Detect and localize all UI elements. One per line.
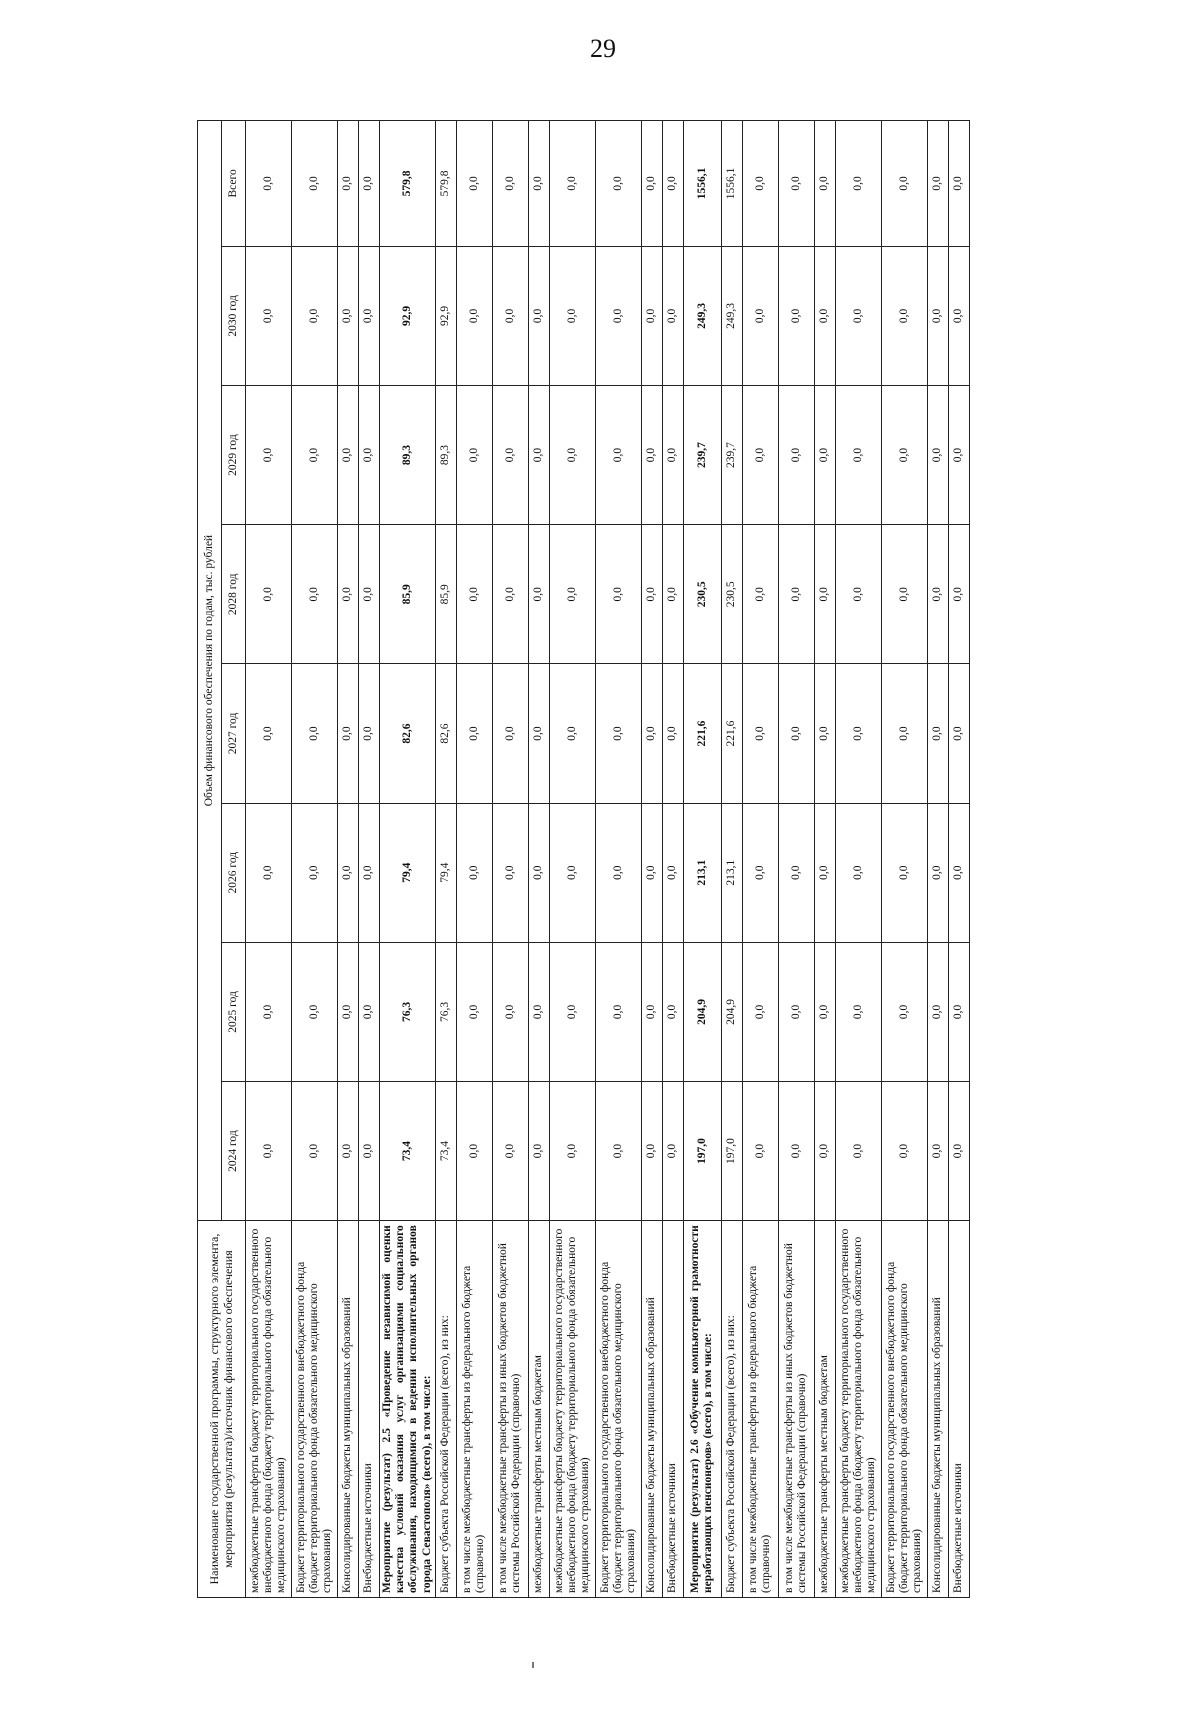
scan-mark bbox=[532, 1662, 534, 1668]
row-year-value: 0,0 bbox=[814, 803, 835, 942]
row-total-value: 579,8 bbox=[435, 121, 456, 247]
row-source-name: в том числе межбюджетные трансферты из федерального бюджета (справочно) bbox=[456, 1221, 492, 1598]
table-body bbox=[246, 121, 970, 1598]
row-year-value: 0,0 bbox=[492, 246, 528, 385]
row-year-value: 239,7 bbox=[683, 385, 721, 524]
table-row bbox=[742, 121, 778, 1598]
row-year-value: 0,0 bbox=[778, 1082, 814, 1221]
row-year-value: 230,5 bbox=[683, 525, 721, 664]
row-year-value: 0,0 bbox=[549, 385, 595, 524]
row-year-value: 197,0 bbox=[683, 1082, 721, 1221]
row-year-value: 82,6 bbox=[435, 664, 456, 803]
row-year-value: 0,0 bbox=[948, 385, 969, 524]
row-year-value: 82,6 bbox=[380, 664, 436, 803]
table-row bbox=[683, 121, 721, 1598]
row-year-value: 0,0 bbox=[814, 246, 835, 385]
row-year-value: 92,9 bbox=[435, 246, 456, 385]
row-source-name: межбюджетные трансферты местным бюджетам bbox=[528, 1221, 549, 1598]
row-year-value: 0,0 bbox=[881, 942, 927, 1081]
row-year-value: 0,0 bbox=[881, 246, 927, 385]
row-year-value: 0,0 bbox=[814, 1082, 835, 1221]
row-year-value: 0,0 bbox=[338, 525, 359, 664]
row-year-value: 0,0 bbox=[814, 525, 835, 664]
row-year-value: 0,0 bbox=[528, 942, 549, 1081]
row-year-value: 204,9 bbox=[683, 942, 721, 1081]
row-year-value: 0,0 bbox=[641, 246, 662, 385]
row-year-value: 0,0 bbox=[662, 1082, 683, 1221]
row-year-value: 0,0 bbox=[359, 246, 380, 385]
row-year-value: 0,0 bbox=[246, 803, 292, 942]
row-year-value: 0,0 bbox=[948, 525, 969, 664]
row-year-value: 204,9 bbox=[721, 942, 742, 1081]
row-year-value: 0,0 bbox=[528, 246, 549, 385]
table-row bbox=[435, 121, 456, 1598]
row-year-value: 0,0 bbox=[742, 664, 778, 803]
row-year-value: 0,0 bbox=[641, 664, 662, 803]
row-year-value: 0,0 bbox=[456, 246, 492, 385]
header-year-2024: 2024 год bbox=[222, 1082, 246, 1221]
row-year-value: 0,0 bbox=[927, 1082, 948, 1221]
row-year-value: 0,0 bbox=[292, 664, 338, 803]
row-year-value: 0,0 bbox=[778, 942, 814, 1081]
row-year-value: 0,0 bbox=[742, 803, 778, 942]
header-year-2025: 2025 год bbox=[222, 942, 246, 1081]
row-source-name: в том числе межбюджетные трансферты из иных бюджетов бюджетной системы Российской Федерации (справочно) bbox=[492, 1221, 528, 1598]
row-year-value: 0,0 bbox=[595, 525, 641, 664]
row-year-value: 0,0 bbox=[359, 525, 380, 664]
row-year-value: 0,0 bbox=[528, 803, 549, 942]
row-year-value: 0,0 bbox=[742, 246, 778, 385]
row-total-value: 0,0 bbox=[456, 121, 492, 247]
row-total-value: 579,8 bbox=[380, 121, 436, 247]
row-year-value: 0,0 bbox=[292, 385, 338, 524]
row-total-value: 0,0 bbox=[881, 121, 927, 247]
row-source-name: межбюджетные трансферты бюджету территориального государственного внебюджетного фонда (бюджету территориального фонда обязательного медицинского страхования) bbox=[246, 1221, 292, 1598]
rotated-table-container bbox=[197, 120, 965, 1598]
row-source-name: Бюджет территориального государственного внебюджетного фонда (бюджет территориального фонда обязательного медицинского страхования) bbox=[881, 1221, 927, 1598]
row-year-value: 73,4 bbox=[380, 1082, 436, 1221]
table-row bbox=[641, 121, 662, 1598]
row-total-value: 1556,1 bbox=[683, 121, 721, 247]
row-year-value: 213,1 bbox=[683, 803, 721, 942]
row-year-value: 0,0 bbox=[528, 664, 549, 803]
row-year-value: 79,4 bbox=[380, 803, 436, 942]
row-year-value: 0,0 bbox=[338, 246, 359, 385]
row-year-value: 0,0 bbox=[456, 803, 492, 942]
row-year-value: 0,0 bbox=[881, 385, 927, 524]
row-total-value: 0,0 bbox=[778, 121, 814, 247]
row-year-value: 0,0 bbox=[528, 1082, 549, 1221]
row-year-value: 0,0 bbox=[359, 1082, 380, 1221]
row-source-name: Мероприятие (результат) 2.5 «Проведение независимой оценки качества условий оказания услуг организациями социального обслуживания, находящимися в ведении исполнительных органов города Севастополя» (всего), в том числе: bbox=[380, 1221, 436, 1598]
table-row bbox=[835, 121, 881, 1598]
row-year-value: 0,0 bbox=[492, 385, 528, 524]
table-row bbox=[549, 121, 595, 1598]
header-financing-group: Объем финансового обеспечения по годам, тыс. рублей bbox=[198, 121, 222, 1221]
row-year-value: 221,6 bbox=[683, 664, 721, 803]
row-year-value: 85,9 bbox=[380, 525, 436, 664]
row-year-value: 73,4 bbox=[435, 1082, 456, 1221]
header-year-2028: 2028 год bbox=[222, 525, 246, 664]
row-year-value: 0,0 bbox=[835, 664, 881, 803]
row-year-value: 249,3 bbox=[683, 246, 721, 385]
row-source-name: межбюджетные трансферты бюджету территориального государственного внебюджетного фонда (бюджету территориального фонда обязательного медицинского страхования) bbox=[835, 1221, 881, 1598]
header-year-2030: 2030 год bbox=[222, 246, 246, 385]
row-year-value: 0,0 bbox=[246, 1082, 292, 1221]
row-year-value: 89,3 bbox=[380, 385, 436, 524]
row-year-value: 0,0 bbox=[835, 942, 881, 1081]
row-year-value: 0,0 bbox=[835, 525, 881, 664]
table-row bbox=[292, 121, 338, 1598]
row-source-name: Бюджет субъекта Российской Федерации (всего), из них: bbox=[435, 1221, 456, 1598]
row-year-value: 0,0 bbox=[492, 803, 528, 942]
table-row bbox=[456, 121, 492, 1598]
row-year-value: 0,0 bbox=[835, 803, 881, 942]
row-year-value: 85,9 bbox=[435, 525, 456, 664]
row-year-value: 0,0 bbox=[246, 942, 292, 1081]
row-year-value: 0,0 bbox=[641, 525, 662, 664]
row-year-value: 0,0 bbox=[778, 385, 814, 524]
row-year-value: 0,0 bbox=[292, 803, 338, 942]
row-year-value: 0,0 bbox=[338, 664, 359, 803]
table-row bbox=[948, 121, 969, 1598]
row-total-value: 0,0 bbox=[948, 121, 969, 247]
row-year-value: 0,0 bbox=[492, 1082, 528, 1221]
row-year-value: 0,0 bbox=[742, 525, 778, 664]
row-year-value: 0,0 bbox=[662, 803, 683, 942]
row-year-value: 0,0 bbox=[742, 942, 778, 1081]
row-total-value: 0,0 bbox=[292, 121, 338, 247]
row-year-value: 0,0 bbox=[359, 664, 380, 803]
row-year-value: 0,0 bbox=[292, 1082, 338, 1221]
row-year-value: 0,0 bbox=[292, 525, 338, 664]
row-source-name: Внебюджетные источники bbox=[948, 1221, 969, 1598]
table-row bbox=[778, 121, 814, 1598]
row-year-value: 0,0 bbox=[456, 942, 492, 1081]
row-source-name: Консолидированные бюджеты муниципальных образований bbox=[641, 1221, 662, 1598]
row-year-value: 0,0 bbox=[528, 385, 549, 524]
row-year-value: 0,0 bbox=[742, 385, 778, 524]
row-total-value: 0,0 bbox=[814, 121, 835, 247]
row-year-value: 0,0 bbox=[778, 803, 814, 942]
row-year-value: 0,0 bbox=[456, 385, 492, 524]
row-year-value: 0,0 bbox=[948, 1082, 969, 1221]
row-year-value: 0,0 bbox=[595, 385, 641, 524]
row-year-value: 0,0 bbox=[338, 803, 359, 942]
table-row bbox=[662, 121, 683, 1598]
header-year-2027: 2027 год bbox=[222, 664, 246, 803]
row-year-value: 0,0 bbox=[662, 246, 683, 385]
row-source-name: Консолидированные бюджеты муниципальных образований bbox=[338, 1221, 359, 1598]
row-year-value: 0,0 bbox=[881, 664, 927, 803]
row-year-value: 230,5 bbox=[721, 525, 742, 664]
row-year-value: 0,0 bbox=[662, 942, 683, 1081]
row-year-value: 0,0 bbox=[595, 803, 641, 942]
row-total-value: 0,0 bbox=[338, 121, 359, 247]
row-year-value: 0,0 bbox=[927, 942, 948, 1081]
row-year-value: 0,0 bbox=[549, 525, 595, 664]
row-year-value: 76,3 bbox=[380, 942, 436, 1081]
header-year-2026: 2026 год bbox=[222, 803, 246, 942]
row-total-value: 1556,1 bbox=[721, 121, 742, 247]
row-year-value: 0,0 bbox=[492, 525, 528, 664]
row-total-value: 0,0 bbox=[549, 121, 595, 247]
row-year-value: 0,0 bbox=[492, 664, 528, 803]
row-year-value: 0,0 bbox=[778, 664, 814, 803]
row-year-value: 0,0 bbox=[778, 246, 814, 385]
row-total-value: 0,0 bbox=[835, 121, 881, 247]
row-year-value: 0,0 bbox=[641, 385, 662, 524]
row-source-name: Внебюджетные источники bbox=[359, 1221, 380, 1598]
row-total-value: 0,0 bbox=[742, 121, 778, 247]
row-year-value: 221,6 bbox=[721, 664, 742, 803]
row-year-value: 239,7 bbox=[721, 385, 742, 524]
row-year-value: 0,0 bbox=[927, 803, 948, 942]
row-year-value: 0,0 bbox=[662, 525, 683, 664]
row-year-value: 0,0 bbox=[456, 664, 492, 803]
table-row bbox=[881, 121, 927, 1598]
table-row bbox=[380, 121, 436, 1598]
row-year-value: 0,0 bbox=[927, 664, 948, 803]
row-year-value: 0,0 bbox=[742, 1082, 778, 1221]
row-year-value: 0,0 bbox=[835, 1082, 881, 1221]
row-year-value: 0,0 bbox=[948, 942, 969, 1081]
row-year-value: 0,0 bbox=[927, 385, 948, 524]
row-year-value: 0,0 bbox=[662, 385, 683, 524]
row-year-value: 0,0 bbox=[246, 525, 292, 664]
row-source-name: межбюджетные трансферты бюджету территориального государственного внебюджетного фонда (бюджету территориального фонда обязательного медицинского страхования) bbox=[549, 1221, 595, 1598]
row-year-value: 213,1 bbox=[721, 803, 742, 942]
row-total-value: 0,0 bbox=[662, 121, 683, 247]
row-total-value: 0,0 bbox=[246, 121, 292, 247]
row-year-value: 0,0 bbox=[881, 803, 927, 942]
row-year-value: 0,0 bbox=[549, 1082, 595, 1221]
row-year-value: 0,0 bbox=[948, 246, 969, 385]
row-year-value: 0,0 bbox=[549, 803, 595, 942]
row-year-value: 0,0 bbox=[549, 664, 595, 803]
row-year-value: 0,0 bbox=[835, 385, 881, 524]
row-year-value: 0,0 bbox=[359, 942, 380, 1081]
table-row bbox=[721, 121, 742, 1598]
row-year-value: 0,0 bbox=[595, 246, 641, 385]
row-year-value: 0,0 bbox=[927, 525, 948, 664]
row-year-value: 0,0 bbox=[359, 803, 380, 942]
row-total-value: 0,0 bbox=[528, 121, 549, 247]
row-year-value: 0,0 bbox=[948, 664, 969, 803]
row-year-value: 0,0 bbox=[641, 1082, 662, 1221]
table-row bbox=[528, 121, 549, 1598]
page-number: 29 bbox=[590, 34, 616, 63]
row-total-value: 0,0 bbox=[359, 121, 380, 247]
row-source-name: Бюджет субъекта Российской Федерации (всего), из них: bbox=[721, 1221, 742, 1598]
row-year-value: 0,0 bbox=[292, 942, 338, 1081]
row-year-value: 0,0 bbox=[641, 803, 662, 942]
row-year-value: 0,0 bbox=[778, 525, 814, 664]
row-year-value: 197,0 bbox=[721, 1082, 742, 1221]
header-total: Всего bbox=[222, 121, 246, 247]
row-source-name: Бюджет территориального государственного внебюджетного фонда (бюджет территориального фонда обязательного медицинского страхования) bbox=[595, 1221, 641, 1598]
row-source-name: Мероприятие (результат) 2.6 «Обучение компьютерной грамотности неработающих пенсионеров» (всего), в том числе: bbox=[683, 1221, 721, 1598]
table-row bbox=[246, 121, 292, 1598]
row-year-value: 0,0 bbox=[835, 246, 881, 385]
row-source-name: Внебюджетные источники bbox=[662, 1221, 683, 1598]
row-year-value: 0,0 bbox=[595, 942, 641, 1081]
table-row bbox=[492, 121, 528, 1598]
financing-table bbox=[197, 120, 970, 1598]
row-year-value: 0,0 bbox=[492, 942, 528, 1081]
table-row bbox=[359, 121, 380, 1598]
row-year-value: 89,3 bbox=[435, 385, 456, 524]
table-row bbox=[814, 121, 835, 1598]
row-year-value: 0,0 bbox=[948, 803, 969, 942]
row-year-value: 0,0 bbox=[359, 385, 380, 524]
header-year-2029: 2029 год bbox=[222, 385, 246, 524]
row-year-value: 0,0 bbox=[246, 664, 292, 803]
row-year-value: 0,0 bbox=[662, 664, 683, 803]
row-total-value: 0,0 bbox=[641, 121, 662, 247]
row-year-value: 0,0 bbox=[338, 942, 359, 1081]
row-year-value: 0,0 bbox=[881, 525, 927, 664]
row-source-name: межбюджетные трансферты местным бюджетам bbox=[814, 1221, 835, 1598]
row-year-value: 0,0 bbox=[814, 664, 835, 803]
row-year-value: 0,0 bbox=[292, 246, 338, 385]
row-year-value: 0,0 bbox=[595, 664, 641, 803]
row-total-value: 0,0 bbox=[595, 121, 641, 247]
row-year-value: 0,0 bbox=[338, 385, 359, 524]
row-year-value: 0,0 bbox=[641, 942, 662, 1081]
row-year-value: 0,0 bbox=[549, 942, 595, 1081]
row-total-value: 0,0 bbox=[927, 121, 948, 247]
row-year-value: 0,0 bbox=[456, 525, 492, 664]
table-row bbox=[595, 121, 641, 1598]
row-year-value: 0,0 bbox=[549, 246, 595, 385]
row-year-value: 0,0 bbox=[528, 525, 549, 664]
row-year-value: 76,3 bbox=[435, 942, 456, 1081]
header-name-column: Наименование государственной программы, структурного элемента, мероприятия (результата)/источник финансового обеспечения bbox=[198, 1221, 246, 1598]
row-year-value: 0,0 bbox=[456, 1082, 492, 1221]
table-row bbox=[927, 121, 948, 1598]
row-year-value: 0,0 bbox=[927, 246, 948, 385]
row-year-value: 92,9 bbox=[380, 246, 436, 385]
row-year-value: 0,0 bbox=[246, 385, 292, 524]
row-source-name: Консолидированные бюджеты муниципальных образований bbox=[927, 1221, 948, 1598]
row-total-value: 0,0 bbox=[492, 121, 528, 247]
row-year-value: 0,0 bbox=[881, 1082, 927, 1221]
row-year-value: 0,0 bbox=[814, 385, 835, 524]
row-year-value: 0,0 bbox=[246, 246, 292, 385]
row-source-name: Бюджет территориального государственного внебюджетного фонда (бюджет территориального фонда обязательного медицинского страхования) bbox=[292, 1221, 338, 1598]
row-year-value: 249,3 bbox=[721, 246, 742, 385]
row-year-value: 79,4 bbox=[435, 803, 456, 942]
row-year-value: 0,0 bbox=[814, 942, 835, 1081]
row-source-name: в том числе межбюджетные трансферты из иных бюджетов бюджетной системы Российской Федерации (справочно) bbox=[778, 1221, 814, 1598]
row-year-value: 0,0 bbox=[338, 1082, 359, 1221]
table-row bbox=[338, 121, 359, 1598]
row-year-value: 0,0 bbox=[595, 1082, 641, 1221]
row-source-name: в том числе межбюджетные трансферты из федерального бюджета (справочно) bbox=[742, 1221, 778, 1598]
